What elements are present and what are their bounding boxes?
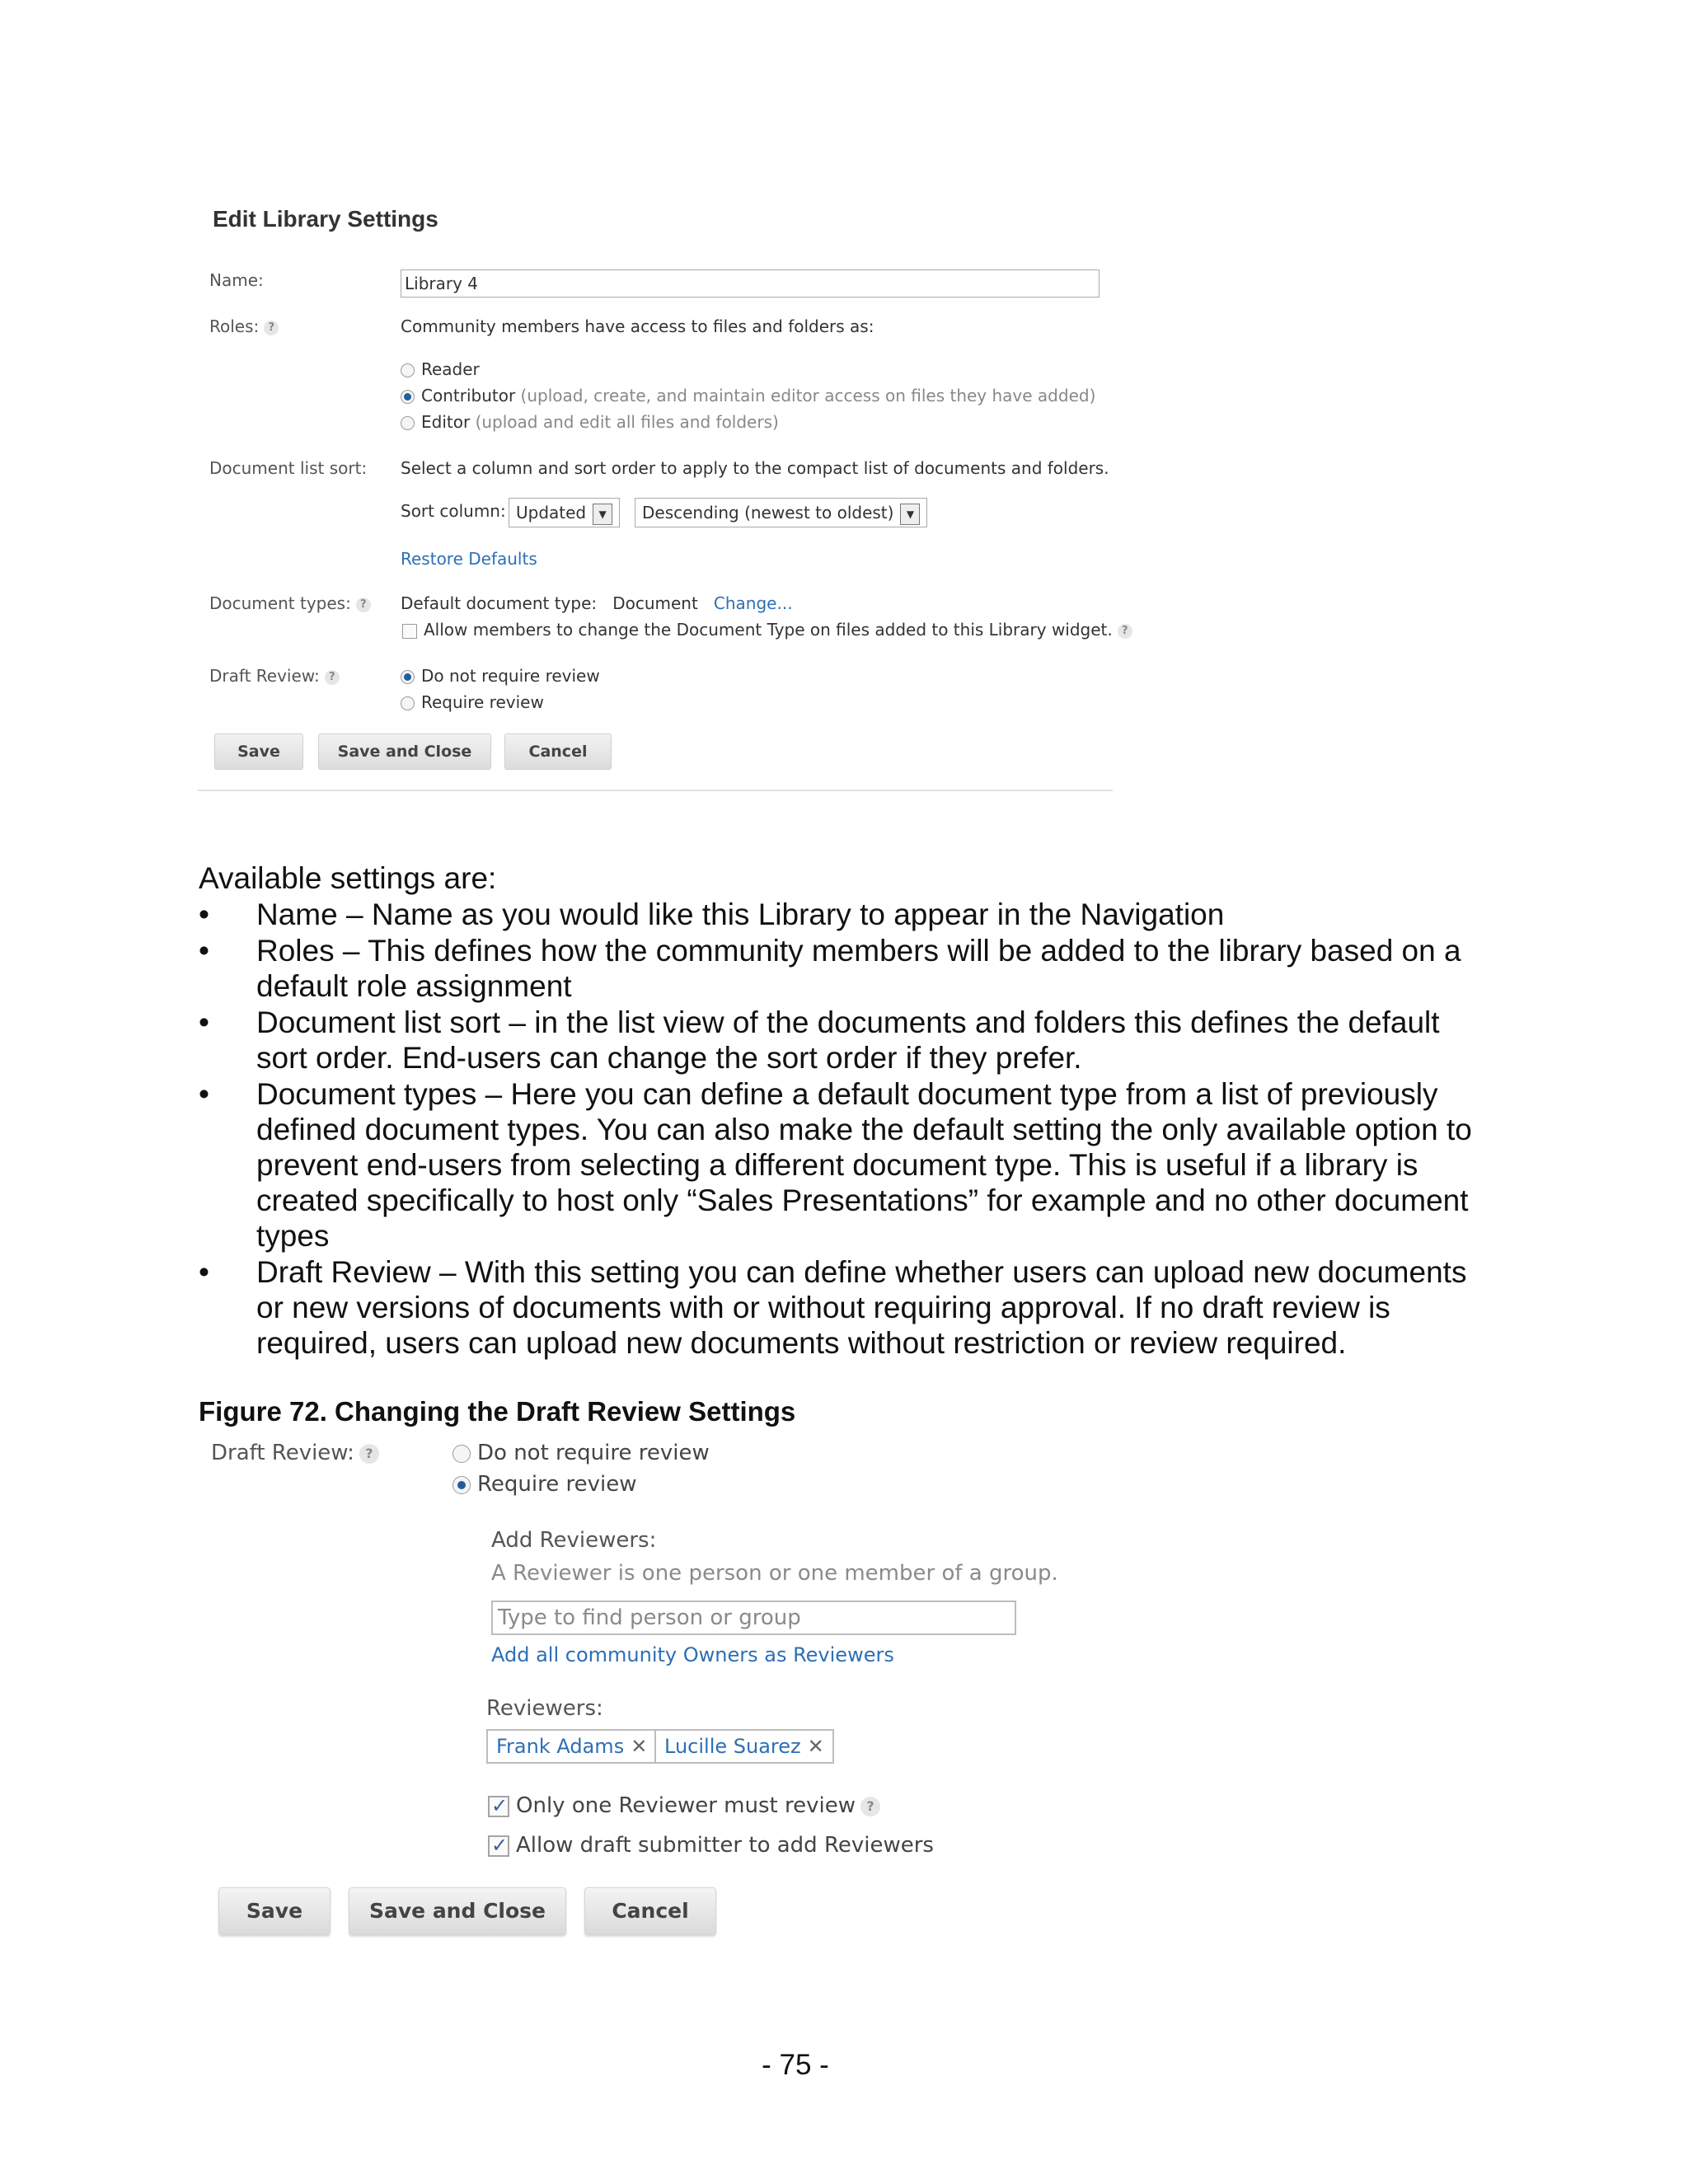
cancel-button[interactable]: Cancel xyxy=(584,1887,716,1935)
draft-review-label: Draft Review: xyxy=(211,1441,354,1465)
list-item: • Document types – Here you can define a default document type from a list of previously defined document types. You can also make the default setting the only available option to prevent end-users from selecting a different document type. This is useful if a library is created specifically to host only “Sales Presentations” for example and no other document types xyxy=(199,1076,1484,1254)
default-doc-type-value: Document xyxy=(612,593,698,613)
dropdown-arrow-icon[interactable]: ▼ xyxy=(593,504,612,525)
doc-list-sort-label: Document list sort: xyxy=(209,458,368,478)
dropdown-arrow-icon[interactable]: ▼ xyxy=(900,504,920,525)
draft-option-no-review[interactable] xyxy=(452,1441,710,1465)
radio-selected-icon[interactable] xyxy=(401,670,415,684)
library-name-input[interactable]: Library 4 xyxy=(401,269,1100,298)
allow-change-label: Allow members to change the Document Type on files added to this Library widget. xyxy=(424,620,1113,640)
radio-icon[interactable] xyxy=(401,696,415,710)
role-option-contributor[interactable] xyxy=(401,386,1095,405)
help-icon[interactable]: ? xyxy=(264,321,279,335)
radio-icon[interactable] xyxy=(452,1445,471,1463)
restore-defaults-link[interactable]: Restore Defaults xyxy=(401,549,537,569)
role-option-editor[interactable] xyxy=(401,412,779,432)
add-owners-link[interactable]: Add all community Owners as Reviewers xyxy=(491,1643,894,1666)
reviewer-name: Lucille Suarez xyxy=(664,1735,801,1758)
reviewer-tag[interactable] xyxy=(654,1729,834,1764)
only-one-reviewer-option[interactable] xyxy=(488,1793,880,1818)
reviewer-hint: A Reviewer is one person or one member of a group. xyxy=(491,1561,1058,1586)
draft-option-label: Do not require review xyxy=(477,1441,710,1465)
save-and-close-button[interactable]: Save and Close xyxy=(318,733,491,770)
role-label: Editor xyxy=(421,412,471,432)
checkbox-checked-icon[interactable] xyxy=(488,1796,509,1817)
draft-option-no-review[interactable] xyxy=(401,666,600,686)
page-number: - 75 - xyxy=(762,2049,829,2081)
close-icon[interactable]: ✕ xyxy=(631,1735,648,1758)
roles-label: Roles: xyxy=(209,316,260,336)
help-icon[interactable]: ? xyxy=(1118,624,1132,639)
divider xyxy=(198,790,1113,791)
default-doc-type-label: Default document type: xyxy=(401,593,598,613)
close-icon[interactable]: ✕ xyxy=(807,1735,824,1758)
add-reviewers-label: Add Reviewers: xyxy=(491,1528,657,1553)
help-icon[interactable]: ? xyxy=(359,1444,379,1464)
available-settings-intro: Available settings are: xyxy=(199,861,497,895)
list-item: • Document list sort – in the list view of the documents and folders this defines the default sort order. End-users can change the sort order if they prefer. xyxy=(199,1005,1484,1076)
save-and-close-button[interactable]: Save and Close xyxy=(349,1887,566,1935)
list-item: • Name – Name as you would like this Library to appear in the Navigation xyxy=(199,897,1484,932)
role-description: (upload, create, and maintain editor access on files they have added) xyxy=(520,386,1096,405)
edit-library-settings-panel xyxy=(198,190,1128,796)
draft-option-label: Require review xyxy=(421,692,544,712)
role-label: Contributor xyxy=(421,386,516,405)
doc-list-sort-intro: Select a column and sort order to apply to the compact list of documents and folders. xyxy=(401,458,1109,478)
allow-submitter-label: Allow draft submitter to add Reviewers xyxy=(516,1833,934,1858)
role-option-reader[interactable] xyxy=(401,359,480,379)
draft-option-require-review[interactable] xyxy=(401,692,544,712)
help-icon[interactable]: ? xyxy=(860,1797,880,1816)
radio-selected-icon[interactable] xyxy=(452,1476,471,1494)
list-item: • Roles – This defines how the community members will be added to the library based on a default role assignment xyxy=(199,933,1484,1004)
draft-review-settings-panel xyxy=(199,1432,1058,1943)
draft-option-label: Do not require review xyxy=(421,666,600,686)
roles-label-row xyxy=(209,316,279,336)
draft-option-require-review[interactable] xyxy=(452,1472,636,1497)
doc-types-label-row xyxy=(209,593,371,613)
doc-types-label: Document types: xyxy=(209,593,351,613)
help-icon[interactable]: ? xyxy=(356,598,371,612)
only-one-label: Only one Reviewer must review xyxy=(516,1793,856,1818)
sort-column-label: Sort column: xyxy=(401,501,506,521)
change-doc-type-link[interactable]: Change... xyxy=(713,593,793,613)
roles-intro: Community members have access to files and folders as: xyxy=(401,316,874,336)
list-item: • Draft Review – With this setting you can define whether users can upload new documents or new versions of documents with or without requiring approval. If no draft review is required, users can upload new documents without restriction or review required. xyxy=(199,1254,1484,1361)
settings-list xyxy=(199,897,1484,1361)
reviewers-label: Reviewers: xyxy=(486,1696,603,1721)
draft-review-label-row xyxy=(211,1441,379,1465)
reviewer-name: Frank Adams xyxy=(496,1735,625,1758)
name-label: Name: xyxy=(209,270,264,290)
save-button[interactable]: Save xyxy=(214,733,303,770)
reviewer-tag[interactable] xyxy=(486,1729,657,1764)
role-description: (upload and edit all files and folders) xyxy=(475,412,779,432)
save-button[interactable]: Save xyxy=(218,1887,331,1935)
radio-icon[interactable] xyxy=(401,416,415,430)
default-doc-type-row xyxy=(401,593,793,613)
sort-column-value: Updated xyxy=(516,503,587,523)
role-label: Reader xyxy=(421,359,480,379)
sort-order-value: Descending (newest to oldest) xyxy=(642,503,894,523)
draft-review-label-row xyxy=(209,666,340,686)
allow-change-doc-type-option[interactable] xyxy=(402,620,1132,640)
radio-icon[interactable] xyxy=(401,363,415,377)
sort-column-select[interactable] xyxy=(509,498,620,527)
checkbox-checked-icon[interactable] xyxy=(488,1835,509,1857)
cancel-button[interactable]: Cancel xyxy=(504,733,612,770)
help-icon[interactable]: ? xyxy=(325,670,340,685)
reviewer-search-input[interactable]: Type to find person or group xyxy=(491,1601,1016,1635)
figure-caption: Figure 72. Changing the Draft Review Settings xyxy=(199,1396,796,1427)
allow-submitter-option[interactable] xyxy=(488,1833,934,1858)
draft-option-label: Require review xyxy=(477,1472,637,1497)
draft-review-label: Draft Review: xyxy=(209,666,320,686)
sort-order-select[interactable] xyxy=(635,498,927,527)
panel-title: Edit Library Settings xyxy=(213,206,438,232)
radio-selected-icon[interactable] xyxy=(401,390,415,404)
checkbox-icon[interactable] xyxy=(402,624,417,639)
